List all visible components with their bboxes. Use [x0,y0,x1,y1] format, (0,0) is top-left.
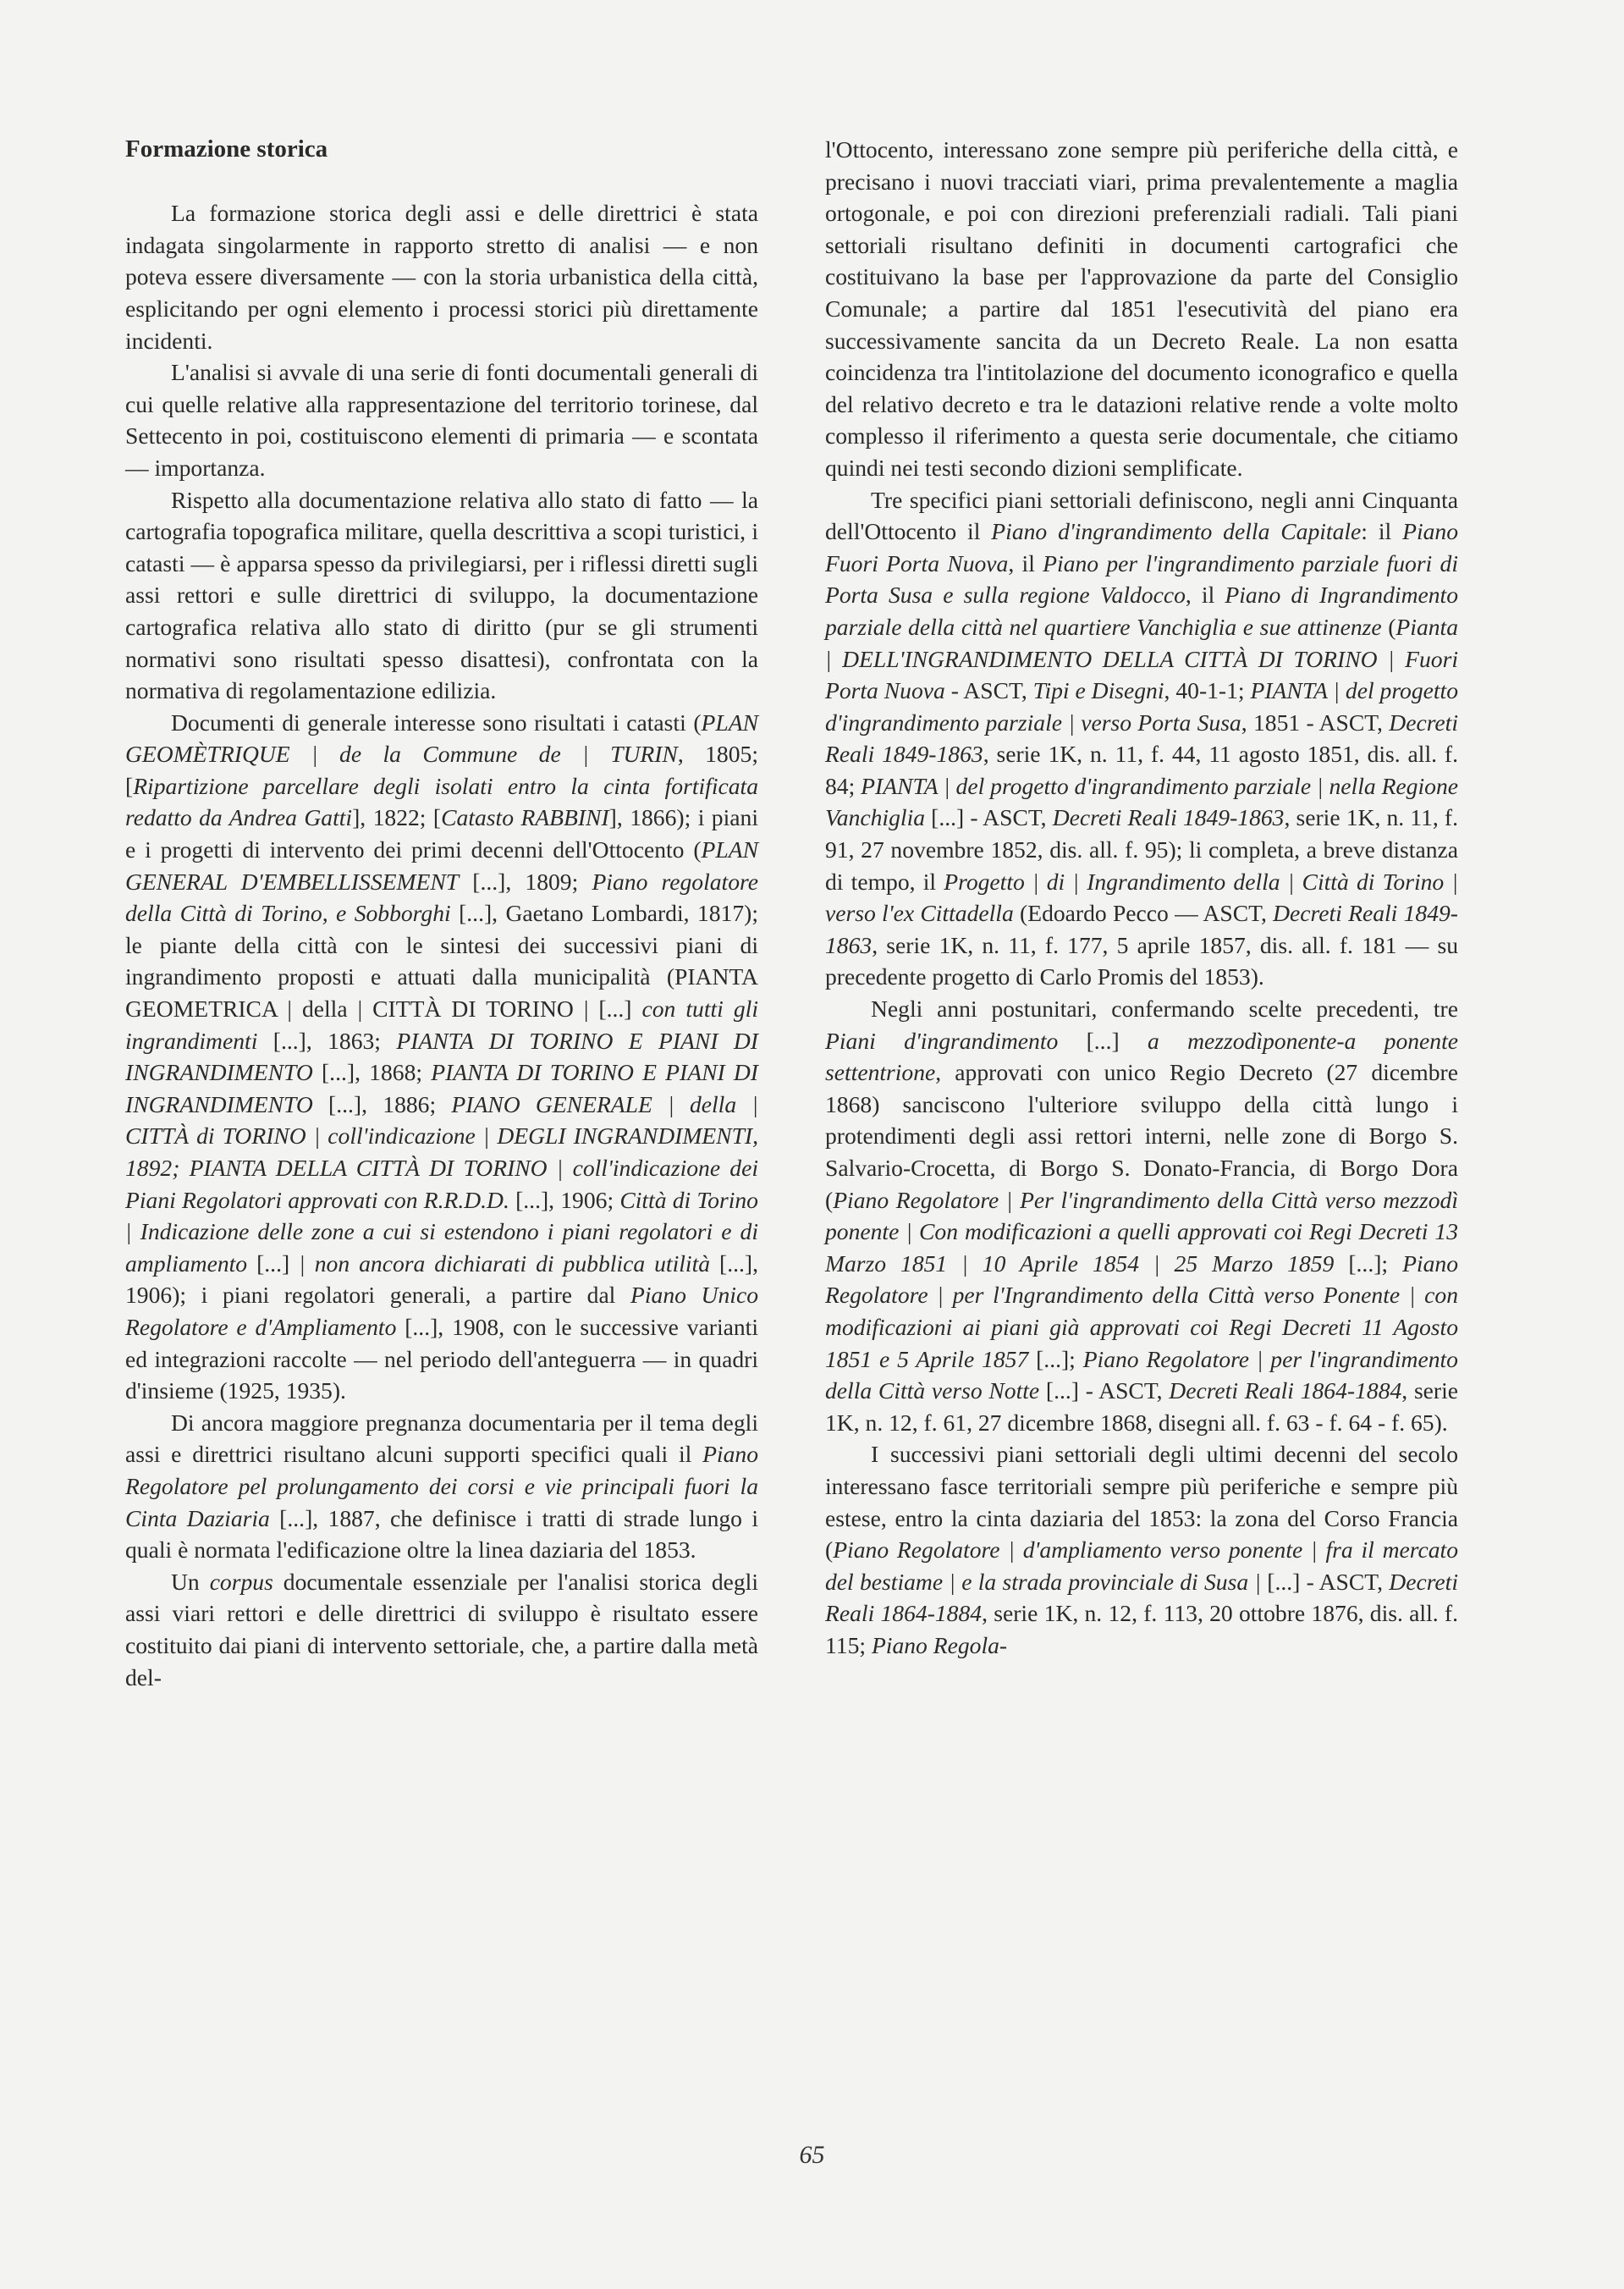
paragraph: Rispetto alla documentazione relativa allo stato di fatto — la cartografia topografica militare, quella descrittiva a scopi turistici, i catasti — è apparsa spesso da privilegiarsi, per i riflessi diretti sugli assi rettori e sulle direttrici di sviluppo, la documentazione cartografica relativa allo stato di diritto (pur se gli strumenti normativi sono risultati spesso disattesi), confrontata con la normativa di regolamentazione edilizia. [125,486,758,704]
right-column-body [825,134,1458,1662]
left-column-body [125,197,758,1693]
left-column [125,134,758,1693]
paragraph: Un corpus documentale essenziale per l'analisi storica degli assi viari rettori e delle direttrici di sviluppo è risultato essere costituito dai piani di intervento settoriale, che, a partire dalla metà del- [125,1568,758,1691]
paragraph: Tre specifici piani settoriali definiscono, negli anni Cinquanta dell'Ottocento il Piano d'ingrandimento della Capitale: il Piano Fuori Porta Nuova, il Piano per l'ingrandimento parziale fuori di Porta Susa e sulla regione Valdocco, il Piano di Ingrandimento parziale della città nel quartiere Vanchiglia e sue attinenze (Pianta | DELL'INGRANDIMENTO DELLA CITTÀ DI TORINO | Fuori Porta Nuova - ASCT, Tipi e Disegni, 40-1-1; PIANTA | del progetto d'ingrandimento parziale | verso Porta Susa, 1851 - ASCT, Decreti Reali 1849-1863, serie 1K, n. 11, f. 44, 11 agosto 1851, dis. all. f. 84; PIANTA | del progetto d'ingrandimento parziale | nella Regione Vanchiglia [...] - ASCT, Decreti Reali 1849-1863, serie 1K, n. 11, f. 91, 27 novembre 1852, dis. all. f. 95); li completa, a breve distanza di tempo, il Progetto | di | Ingrandimento della | Città di Torino | verso l'ex Cittadella (Edoardo Pecco — ASCT, Decreti Reali 1849-1863, serie 1K, n. 11, f. 177, 5 aprile 1857, dis. all. f. 181 — su precedente progetto di Carlo Promis del 1853). [825,486,1459,990]
paragraph: La formazione storica degli assi e delle direttrici è stata indagata singolarmente in rapporto stretto di analisi — e non poteva essere diversamente — con la storia urbanistica della città, esplicitando per ogni elemento i processi storici più direttamente incidenti. [125,200,758,354]
paragraph: L'analisi si avvale di una serie di fonti documentali generali di cui quelle relative alla rappresentazione del territorio torinese, dal Settecento in poi, costituiscono elementi di primaria — e scontata — importanza. [125,359,758,481]
paragraph: Documenti di generale interesse sono risultati i catasti (PLAN GEOMÈTRIQUE | de la Commune de | TURIN, 1805; [Ripartizione parcellare degli isolati entro la cinta fortificata redatto da Andrea Gatti], 1822; [Catasto RABBINI], 1866); i piani e i progetti di intervento dei primi decenni dell'Ottocento (PLAN GENERAL D'EMBELLISSEMENT [...], 1809; Piano regolatore della Città di Torino, e Sobborghi [...], Gaetano Lombardi, 1817); le piante della città con le sintesi dei successivi piani di ingrandimento proposti e attuati dalla municipalità (PIANTA GEOMETRICA | della | CITTÀ DI TORINO | [...] con tutti gli ingrandimenti [...], 1863; PIANTA DI TORINO E PIANI DI INGRANDIMENTO [...], 1868; PIANTA DI TORINO E PIANI DI INGRANDIMENTO [...], 1886; PIANO GENERALE | della | CITTÀ di TORINO | coll'indicazione | DEGLI INGRANDIMENTI, 1892; PIANTA DELLA CITTÀ DI TORINO | coll'indicazione dei Piani Regolatori approvati con R.R.D.D. [...], 1906; Città di Torino | Indicazione delle zone a cui si estendono i piani regolatori e di ampliamento [...] | non ancora dichiarati di pubblica utilità [...], 1906); i piani regolatori generali, a partire dal Piano Unico Regolatore e d'Ampliamento [...], 1908, con le successive varianti ed integrazioni raccolte — nel periodo dell'anteguerra — in quadri d'insieme (1925, 1935). [125,709,759,1404]
right-column [825,134,1458,1662]
section-title: Formazione storica [125,135,328,163]
paragraph: l'Ottocento, interessano zone sempre più periferiche della città, e precisano i nuovi tracciati viari, prima prevalentemente a maglia ortogonale, e poi con direzioni preferenziali radiali. Tali piani settoriali risultano definiti in documenti cartografici che costituivano la base per l'approvazione da parte del Consiglio Comunale; a partire dal 1851 l'esecutività del piano era successivamente sancita da un Decreto Reale. La non esatta coincidenza tra l'intitolazione del documento iconografico e quella del relativo decreto e tra le datazioni relative rende a volte molto complesso il riferimento a questa serie documentale, che citiamo quindi nei testi secondo dizioni semplificate. [825,136,1458,481]
page-number: 65 [799,2141,825,2169]
paragraph: Di ancora maggiore pregnanza documentaria per il tema degli assi e direttrici risultano alcuni supporti specifici quali il Piano Regolatore pel prolungamento dei corsi e vie principali fuori la Cinta Daziaria [...], 1887, che definisce i tratti di strade lungo i quali è normata l'edificazione oltre la linea daziaria del 1853. [125,1409,758,1564]
paragraph: Negli anni postunitari, confermando scelte precedenti, tre Piani d'ingrandimento [...] a mezzodìponente-a ponente settentrione, approvati con unico Regio Decreto (27 dicembre 1868) sanciscono l'ulteriore sviluppo della città lungo i protendimenti degli assi rettori interni, nelle zone di Borgo S. Salvario-Crocetta, di Borgo S. Donato-Francia, di Borgo Dora (Piano Regolatore | Per l'ingrandimento della Città verso mezzodì ponente | Con modificazioni a quelli approvati coi Regi Decreti 13 Marzo 1851 | 10 Aprile 1854 | 25 Marzo 1859 [...]; Piano Regolatore | per l'Ingrandimento della Città verso Ponente | con modificazioni ai piani già approvati coi Regi Decreti 11 Agosto 1851 e 5 Aprile 1857 [...]; Piano Regolatore | per l'ingrandimento della Città verso Notte [...] - ASCT, Decreti Reali 1864-1884, serie 1K, n. 12, f. 61, 27 dicembre 1868, disegni all. f. 63 - f. 64 - f. 65). [825,996,1459,1436]
paragraph: I successivi piani settoriali degli ultimi decenni del secolo interessano fasce territoriali sempre più periferiche e sempre più estese, entro la cinta daziaria del 1853: la zona del Corso Francia (Piano Regolatore | d'ampliamento verso ponente | fra il mercato del bestiame | e la strada provinciale di Susa | [...] - ASCT, Decreti Reali 1864-1884, serie 1K, n. 12, f. 113, 20 ottobre 1876, dis. all. f. 115; Piano Regola- [825,1441,1459,1658]
